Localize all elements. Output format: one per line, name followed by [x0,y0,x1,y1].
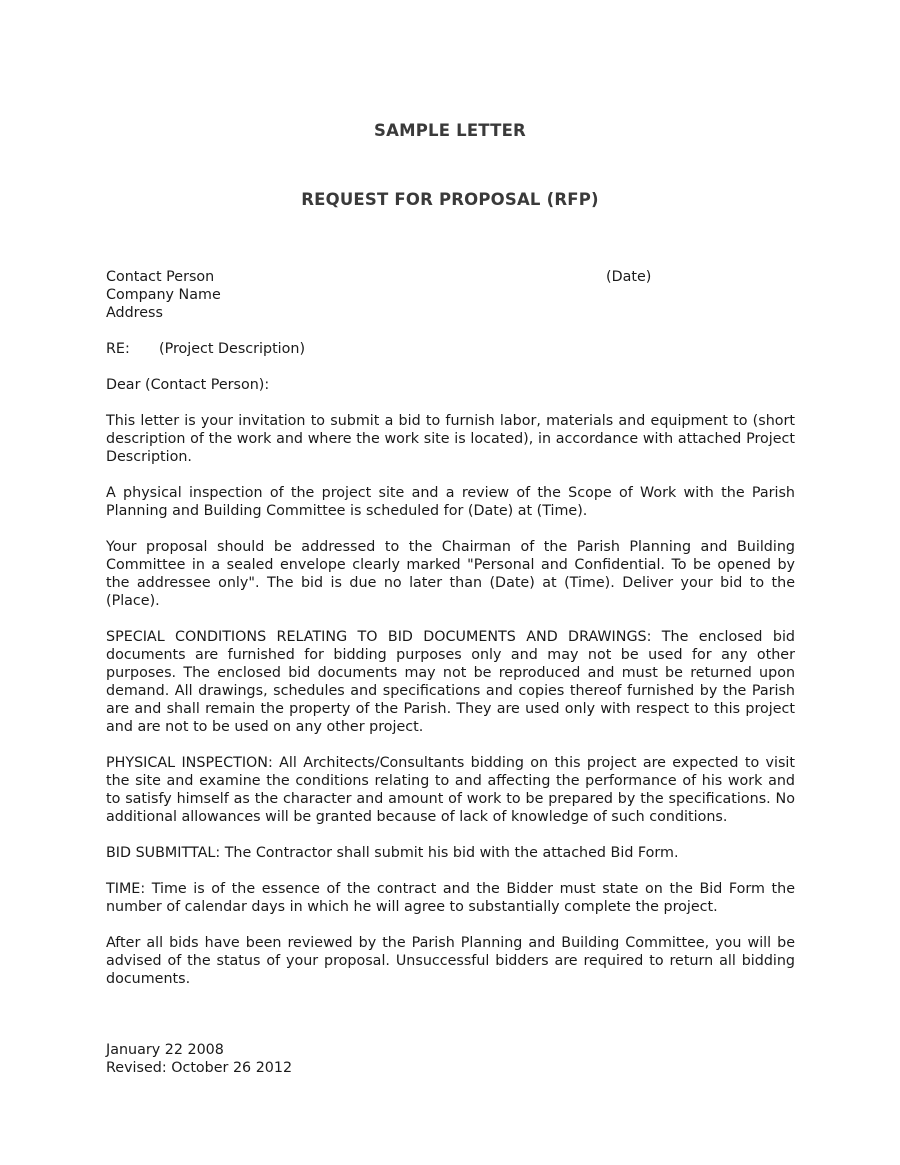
revised-date: Revised: October 26 2012 [106,1060,293,1076]
paragraph-bid-submittal: BID SUBMITTAL: The Contractor shall submit his bid with the attached Bid Form. [106,845,679,861]
re-value: (Project Description) [159,341,306,357]
paragraph-proposal-address: Your proposal should be addressed to the Chairman of the Parish Planning and Building Committee in a sealed envelope clearly marked "Personal and Confidential. To be opened by the addressee only". The bid is due no later than (Date) at (Time). Deliver your bid to the (Place). [106,539,795,609]
paragraph-invitation: This letter is your invitation to submit a bid to furnish labor, materials and equipment to (short description of the work and where the work site is located), in accordance with attached Project Description. [106,413,795,465]
recipient-block [106,268,795,322]
paragraph-special-conditions: SPECIAL CONDITIONS RELATING TO BID DOCUMENTS AND DRAWINGS: The enclosed bid documents are furnished for bidding purposes only and may not be used for any other purposes. The enclosed bid documents may not be reproduced and must be returned upon demand. All drawings, schedules and specifications and copies thereof furnished by the Parish are and shall remain the property of the Parish. They are used only with respect to this project and are not to be used on any other project. [106,629,795,735]
letter-body [106,268,795,1006]
document-subtitle: REQUEST FOR PROPOSAL (RFP) [301,190,599,209]
salutation: Dear (Contact Person): [106,377,270,393]
re-label: RE: [106,341,130,357]
paragraph-time: TIME: Time is of the essence of the contract and the Bidder must state on the Bid Form the number of calendar days in which he will agree to substantially complete the project. [106,881,795,915]
re-line [106,340,795,358]
recipient-address: Address [106,305,163,321]
footer-dates [106,1041,292,1077]
recipient-contact: Contact Person [106,269,215,285]
letter-date: (Date) [606,269,652,285]
paragraph-physical-inspection: PHYSICAL INSPECTION: All Architects/Consultants bidding on this project are expected to visit the site and examine the conditions relating to and affecting the performance of his work and to satisfy himself as the character and amount of work to be prepared by the specifications. No additional allowances will be granted because of lack of knowledge of such conditions. [106,755,795,825]
recipient-company: Company Name [106,287,221,303]
paragraph-review: After all bids have been reviewed by the Parish Planning and Building Committee, you will be advised of the status of your proposal. Unsuccessful bidders are required to return all bidding documents. [106,935,795,987]
paragraph-site-inspection: A physical inspection of the project site and a review of the Scope of Work with the Parish Planning and Building Committee is scheduled for (Date) at (Time). [106,485,795,519]
created-date: January 22 2008 [106,1042,224,1058]
document-title: SAMPLE LETTER [374,121,526,140]
